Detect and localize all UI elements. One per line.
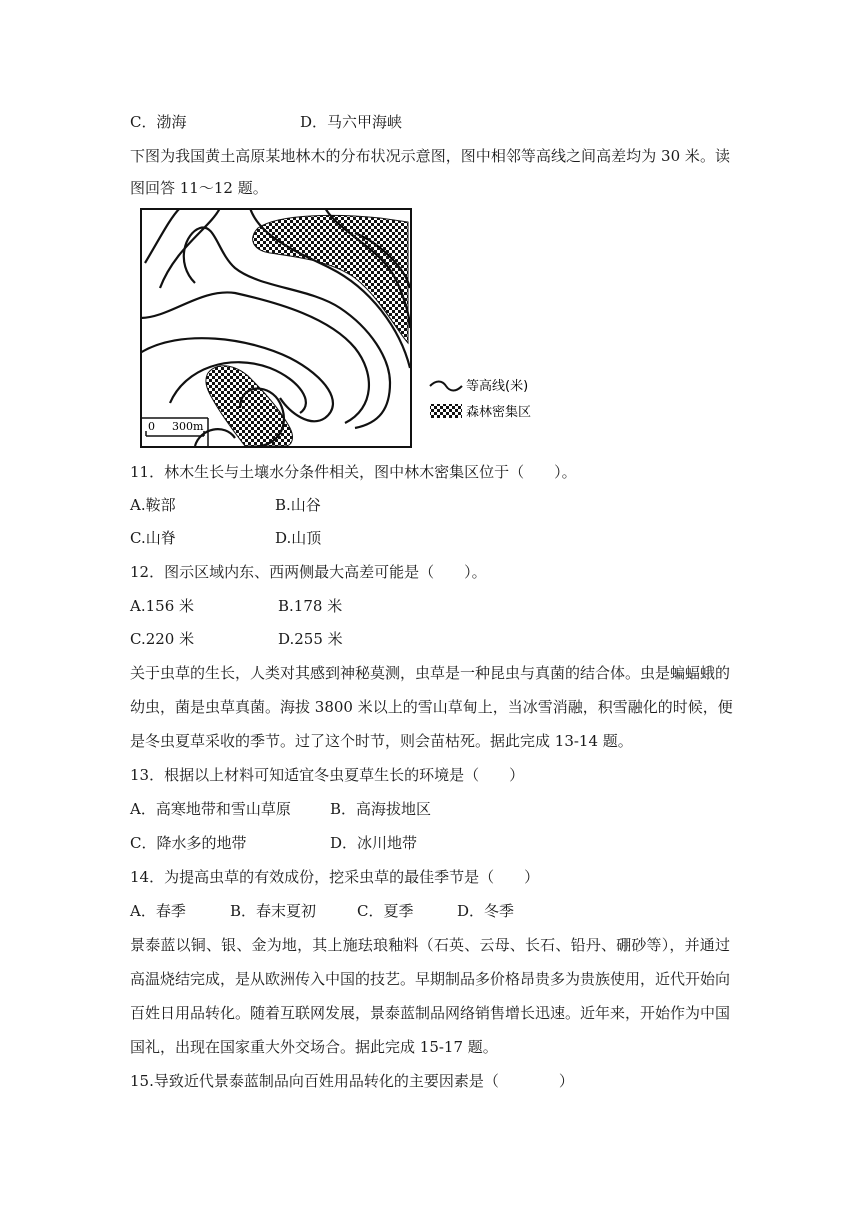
q13-option-c: C．降水多的地带	[130, 834, 247, 852]
legend-forest-symbol	[430, 404, 462, 418]
legend-contour-label: 等高线(米)	[466, 379, 529, 394]
intro2-line3: 是冬虫夏草采收的季节。过了这个时节，则会苗枯死。据此完成 13-14 题。	[130, 732, 633, 750]
q11-option-b: B.山谷	[275, 496, 321, 514]
scale-bar	[142, 418, 208, 447]
q10-option-d: D．马六甲海峡	[300, 113, 403, 131]
q11-stem: 11．林木生长与土壤水分条件相关，图中林木密集区位于（ ）。	[130, 463, 577, 481]
map-legend	[430, 378, 531, 420]
q14-option-c: C．夏季	[357, 902, 414, 920]
intro3-line4: 国礼，出现在国家重大外交场合。据此完成 15-17 题。	[130, 1038, 498, 1056]
intro3-line2: 高温烧结完成，是从欧洲传入中国的技艺。早期制品多价格昂贵多为贵族使用，近代开始向	[130, 970, 731, 988]
intro1-line1: 下图为我国黄土高原某地林木的分布状况示意图，图中相邻等高线之间高差均为 30 米。读	[130, 147, 730, 165]
intro3-line1: 景泰蓝以铜、银、金为地，其上施珐琅釉料（石英、云母、长石、铅丹、硼砂等），并通过	[130, 936, 730, 954]
q10-option-c: C．渤海	[130, 113, 187, 131]
q11-option-a: A.鞍部	[130, 496, 176, 514]
scale-distance-label: 300m	[172, 420, 204, 433]
q14-option-b: B．春末夏初	[230, 902, 317, 920]
q12-option-c: C.220 米	[130, 630, 195, 648]
q12-stem: 12．图示区域内东、西两侧最大高差可能是（ ）。	[130, 563, 487, 581]
q13-stem: 13．根据以上材料可知适宜冬虫夏草生长的环境是（ ）	[130, 766, 525, 784]
q14-stem: 14．为提高虫草的有效成份，挖采虫草的最佳季节是（ ）	[130, 868, 540, 886]
q12-option-d: D.255 米	[278, 630, 343, 648]
q11-option-d: D.山顶	[275, 529, 322, 547]
intro2-line2: 幼虫，菌是虫草真菌。海拔 3800 米以上的雪山草甸上，当冰雪消融，积雪融化的时候，便	[130, 698, 733, 716]
q11-option-c: C.山脊	[130, 529, 176, 547]
forest-area-ne	[253, 215, 408, 343]
contour-line-1	[145, 208, 180, 263]
q14-option-d: D．冬季	[457, 902, 515, 920]
q13-option-d: D．冰川地带	[330, 834, 418, 852]
legend-forest-label: 森林密集区	[466, 405, 532, 420]
intro3-line3: 百姓日用品转化。随着互联网发展，景泰蓝制品网络销售增长迅速。近年来，开始作为中国	[130, 1004, 731, 1022]
q12-option-b: B.178 米	[278, 597, 343, 615]
q15-stem: 15.导致近代景泰蓝制品向百姓用品转化的主要因素是（ ）	[130, 1072, 574, 1090]
scale-zero-label: 0	[148, 420, 155, 433]
q13-option-b: B．高海拔地区	[330, 800, 432, 818]
contour-map	[140, 208, 540, 453]
q13-option-a: A．高寒地带和雪山草原	[130, 800, 291, 818]
intro2-line1: 关于虫草的生长，人类对其感到神秘莫测，虫草是一种昆虫与真菌的结合体。虫是蝙蝠蛾的	[130, 664, 731, 682]
q12-option-a: A.156 米	[130, 597, 194, 615]
legend-contour-symbol	[430, 382, 462, 391]
q14-option-a: A．春季	[130, 902, 186, 920]
intro1-line2: 图回答 11～12 题。	[130, 179, 268, 197]
